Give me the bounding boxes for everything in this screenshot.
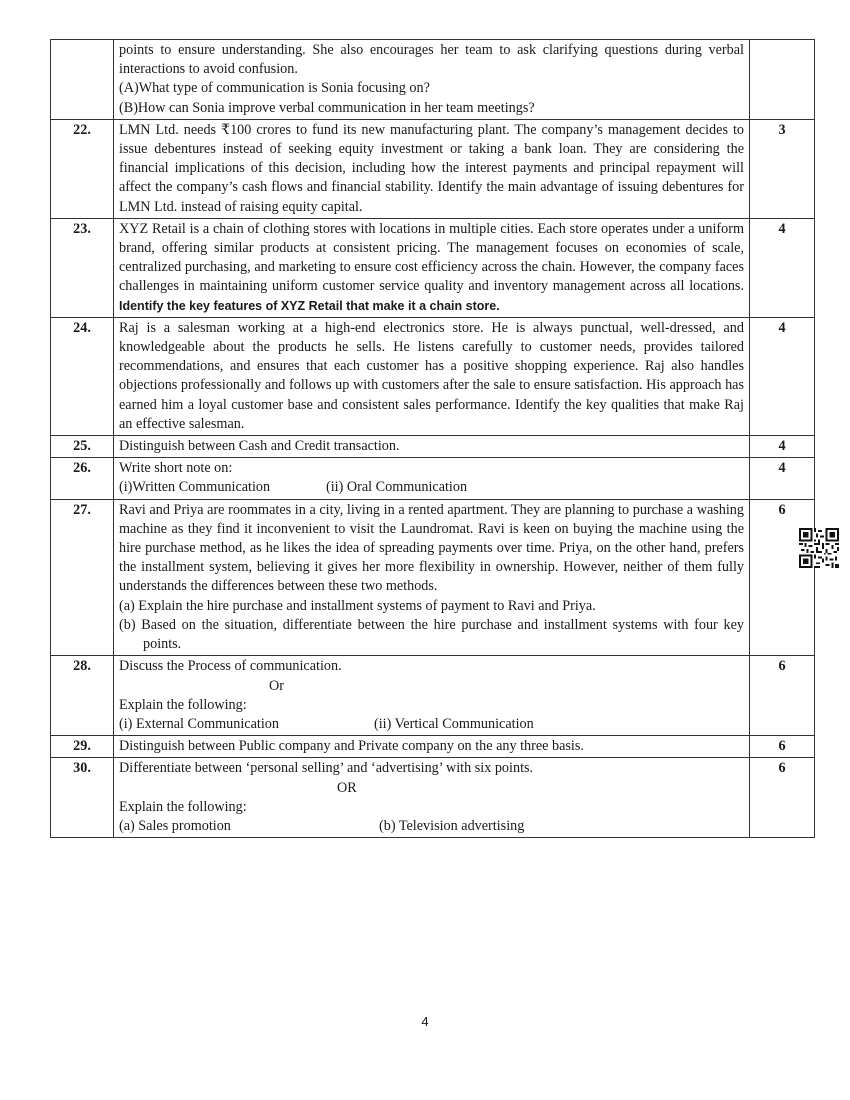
question-number: 27.	[51, 499, 114, 656]
subquestion-b: (b) Television advertising	[379, 817, 525, 834]
question-text: Raj is a salesman working at a high-end electronics store. He is always punctual, well-dressed, and knowledgeable about the products he sells. He listens carefully to customer needs, provides tailored recommendations, and ensures that each customer has a positive shopping experience. Raj also handles objections professionally and follows up with customers after the sale to ensure satisfaction. His approach has earned him a loyal customer base and consistent sales performance. Identify the key qualities that make Raj an effective salesman.	[114, 317, 750, 435]
question-marks: 3	[750, 119, 815, 218]
question-text: points to ensure understanding. She also encourages her team to ask clarifying questions during verbal interactions to avoid confusion.	[119, 42, 744, 78]
alternative-text: Explain the following:	[119, 696, 247, 713]
subquestion-a: (a) Explain the hire purchase and installment systems of payment to Ravi and Priya.	[119, 597, 596, 614]
subquestion-b: (b) Based on the situation, differentiate between the hire purchase and installment systems with four key points.	[119, 616, 744, 653]
question-number: 25.	[51, 436, 114, 458]
question-body	[114, 458, 750, 499]
question-marks: 4	[750, 436, 815, 458]
question-row-continued	[51, 40, 815, 120]
subquestion-i: (i)Written Communication	[119, 479, 271, 496]
question-text: Distinguish between Cash and Credit transaction.	[114, 436, 750, 458]
question-marks: 4	[750, 218, 815, 317]
question-row-27	[51, 499, 815, 656]
subquestion-pair	[119, 715, 744, 734]
subquestion-pair	[119, 817, 744, 836]
question-number: 28.	[51, 656, 114, 736]
question-marks: 6	[750, 499, 815, 656]
question-body	[114, 656, 750, 736]
question-text: Differentiate between ‘personal selling’ and ‘advertising’ with six points.	[119, 760, 534, 777]
question-marks: 6	[750, 758, 815, 838]
question-marks: 4	[750, 458, 815, 499]
question-row-30	[51, 758, 815, 838]
question-number: 29.	[51, 736, 114, 758]
question-row-25	[51, 436, 815, 458]
question-text: Ravi and Priya are roommates in a city, living in a rented apartment. They are planning to purchase a washing machine as they find it inconvenient to visit the Laundromat. Ravi is keen on buying the machine using the hire purchase method, as he likes the idea of spreading payments over time. Priya, on the other hand, prefers the installment system, believing it gives her more flexibility in ownership. However, neither of them fully understands the differences between these two methods.	[119, 501, 744, 595]
question-table	[50, 39, 815, 838]
question-row-26	[51, 458, 815, 499]
question-body	[114, 40, 750, 120]
qr-code-icon	[799, 528, 839, 568]
question-number: 23.	[51, 218, 114, 317]
question-row-24	[51, 317, 815, 435]
question-text: Distinguish between Public company and Private company on the any three basis.	[114, 736, 750, 758]
question-text: LMN Ltd. needs ₹100 crores to fund its new manufacturing plant. The company’s management decides to issue debentures instead of seeking equity investment or taking a bank loan. They are considering the financial implications of this decision, including how the interest payments and principal repayment will affect the company’s cash flows and financial stability. Identify the main advantage of issuing debentures for LMN Ltd. instead of raising equity capital.	[114, 119, 750, 218]
question-body	[114, 758, 750, 838]
question-marks: 4	[750, 317, 815, 435]
question-text: Write short note on:	[119, 460, 233, 477]
question-marks: 6	[750, 736, 815, 758]
question-body	[114, 218, 750, 317]
question-emphasis: Identify the key features of XYZ Retail that make it a chain store.	[119, 298, 500, 313]
question-body	[114, 499, 750, 656]
question-text: Discuss the Process of communication.	[119, 658, 342, 675]
question-row-22	[51, 119, 815, 218]
question-row-29	[51, 736, 815, 758]
alternative-text: Explain the following:	[119, 798, 247, 815]
question-marks	[750, 40, 815, 120]
question-text: XYZ Retail is a chain of clothing stores with locations in multiple cities. Each store operates under a uniform brand, offering similar products at consistent pricing. The management focuses on economies of scale, centralized purchasing, and marketing to ensure cost efficiency across the chain. However, the company faces challenges in maintaining uniform customer service quality and inventory management across all locations.	[119, 220, 744, 295]
question-marks: 6	[750, 656, 815, 736]
subquestion-pair	[119, 478, 744, 497]
page-number: 4	[421, 1014, 429, 1029]
question-number: 22.	[51, 119, 114, 218]
question-row-28	[51, 656, 815, 736]
subquestion-i: (i) External Communication	[119, 715, 279, 732]
subquestion-ii: (ii) Oral Communication	[326, 479, 468, 496]
question-number: 26.	[51, 458, 114, 499]
question-number: 30.	[51, 758, 114, 838]
subquestion-a: (A)What type of communication is Sonia focusing on?	[119, 80, 430, 97]
question-number	[51, 40, 114, 120]
or-separator: OR	[337, 779, 357, 796]
question-number: 24.	[51, 317, 114, 435]
subquestion-a: (a) Sales promotion	[119, 817, 231, 834]
question-row-23	[51, 218, 815, 317]
subquestion-ii: (ii) Vertical Communication	[374, 715, 534, 732]
subquestion-b: (B)How can Sonia improve verbal communication in her team meetings?	[119, 99, 535, 116]
or-separator: Or	[269, 677, 284, 694]
